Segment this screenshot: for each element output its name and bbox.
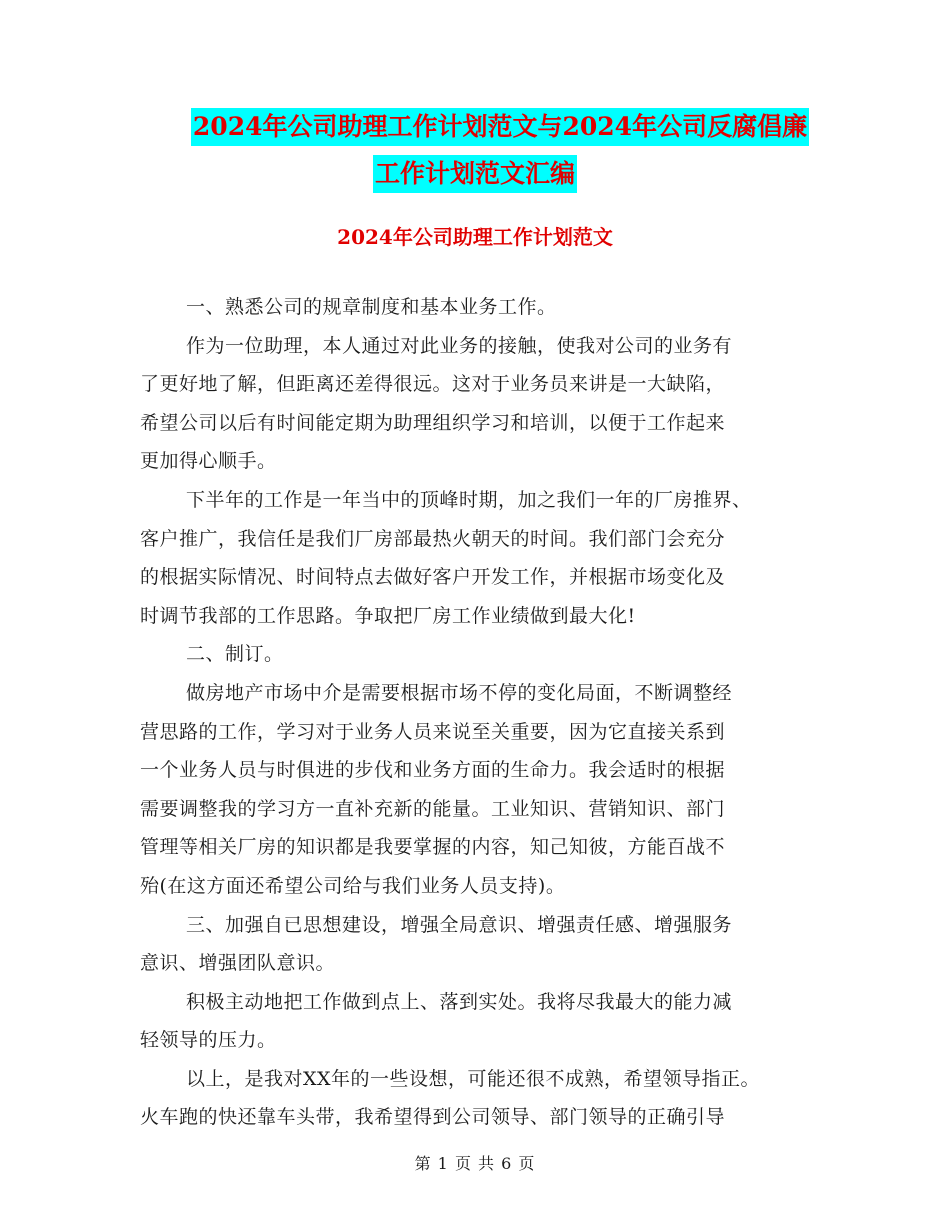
title-line-2: 工作计划范文汇编 — [373, 155, 577, 193]
paragraph-line: 以上，是我对XX年的一些设想，可能还很不成熟，希望领导指正。 — [186, 1067, 761, 1090]
paragraph-line: 时调节我部的工作思路。争取把厂房工作业绩做到最大化! — [140, 604, 636, 627]
paragraph-line: 意识、增强团队意识。 — [140, 952, 336, 975]
section-subtitle: 2024年公司助理工作计划范文 — [337, 225, 613, 249]
paragraph-line: 三、加强自已思想建设，增强全局意识、增强责任感、增强服务 — [186, 913, 733, 936]
paragraph-line: 需要调整我的学习方一直补充新的能量。工业知识、营销知识、部门 — [140, 797, 726, 820]
page-footer: 第 1 页 共 6 页 — [414, 1154, 536, 1173]
paragraph-line: 希望公司以后有时间能定期为助理组织学习和培训，以便于工作起来 — [140, 411, 726, 434]
paragraph-line: 了更好地了解，但距离还差得很远。这对于业务员来讲是一大缺陷， — [140, 373, 726, 396]
paragraph-line: 作为一位助理，本人通过对此业务的接触，使我对公司的业务有 — [186, 334, 733, 357]
paragraph-line: 一个业务人员与时俱进的步伐和业务方面的生命力。我会适时的根据 — [140, 759, 726, 782]
paragraph-line: 一、熟悉公司的规章制度和基本业务工作。 — [186, 296, 557, 318]
paragraph-line: 的根据实际情况、时间特点去做好客户开发工作，并根据市场变化及 — [140, 566, 726, 589]
paragraph-line: 做房地产市场中介是需要根据市场不停的变化局面，不断调整经 — [186, 681, 733, 704]
document-body — [140, 288, 830, 1137]
paragraph-line: 营思路的工作，学习对于业务人员来说至关重要，因为它直接关系到 — [140, 720, 726, 743]
title-line-1: 2024年公司助理工作计划范文与2024年公司反腐倡廉 — [191, 108, 809, 146]
paragraph-line: 火车跑的快还靠车头带，我希望得到公司领导、部门领导的正确引导 — [140, 1106, 726, 1129]
paragraph-line: 客户推广，我信任是我们厂房部最热火朝天的时间。我们部门会充分 — [140, 527, 726, 550]
paragraph-line: 殆(在这方面还希望公司给与我们业务人员支持)。 — [140, 874, 566, 897]
paragraph-line: 积极主动地把工作做到点上、落到实处。我将尽我最大的能力减 — [186, 990, 733, 1013]
document-title — [0, 108, 950, 202]
paragraph-line: 下半年的工作是一年当中的顶峰时期，加之我们一年的厂房推界、 — [186, 488, 752, 511]
paragraph-line: 更加得心顺手。 — [140, 450, 277, 473]
paragraph-line: 管理等相关厂房的知识都是我要掌握的内容，知己知彼，方能百战不 — [140, 836, 726, 859]
paragraph-line: 轻领导的压力。 — [140, 1029, 277, 1052]
paragraph-line: 二、制订。 — [186, 643, 284, 666]
